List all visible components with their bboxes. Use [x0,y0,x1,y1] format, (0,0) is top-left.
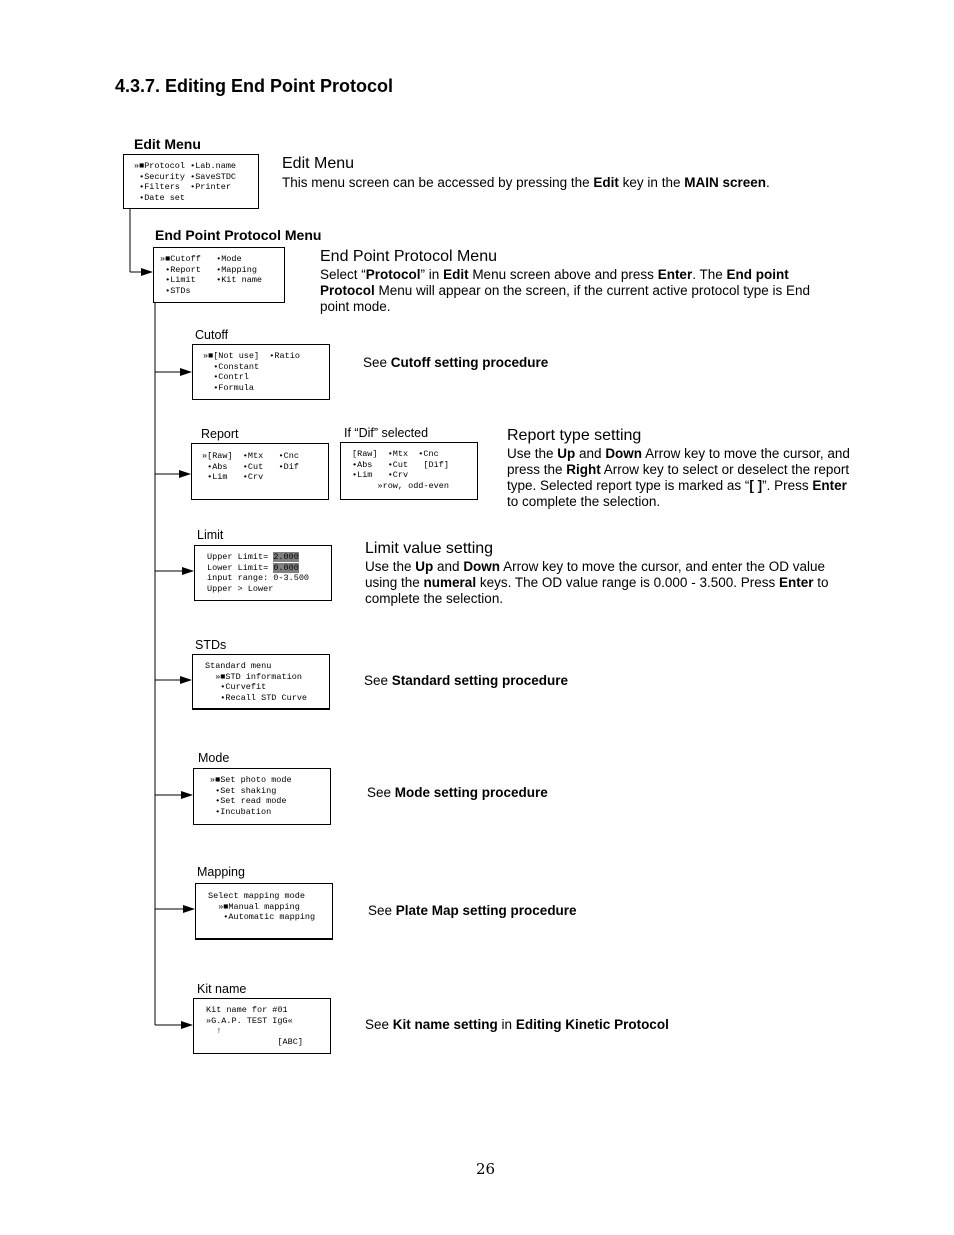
section-title: 4.3.7. Editing End Point Protocol [115,76,394,96]
mapping-see: See Plate Map setting procedure [368,903,577,918]
page-number: 26 [476,1160,496,1178]
limit-screen: Upper Limit= 2.000 Lower Limit= 0.000 input range: 0-3.500 Upper > Lower [194,545,332,601]
kitname-screen: Kit name for #01 »G.A.P. TEST IgG« ↑ [ABC] [193,998,331,1054]
kitname-label: Kit name [197,982,247,996]
edit-menu-heading: Edit Menu [282,155,355,172]
mode-screen: »■Set photo mode •Set shaking •Set read mode •Incubation [193,768,331,825]
report-screen: »[Raw] •Mtx •Cnc •Abs •Cut •Dif •Lim •Crv [191,443,329,500]
mapping-label: Mapping [197,865,245,879]
stds-see: See Standard setting procedure [364,673,569,688]
ep-menu-screen: »■Cutoff •Mode •Report •Mapping •Limit •Kit name •STDs [153,247,285,303]
limit-description: Use the Up and Down Arrow key to move the cursor, and enter the OD value using the numeral keys. The OD value range is 0.000 - 3.500. Press Enter to complete the selection. [365,559,829,606]
cutoff-screen: »■[Not use] •Ratio •Constant •Contrl •Formula [192,344,330,400]
stds-screen: Standard menu »■STD information •Curvefit •Recall STD Curve [192,654,330,710]
mode-see: See Mode setting procedure [367,785,548,800]
ep-menu-label: End Point Protocol Menu [155,227,322,243]
mode-label: Mode [198,751,230,765]
edit-menu-description: This menu screen can be accessed by pressing the Edit key in the MAIN screen. [282,175,770,190]
stds-label: STDs [195,638,227,652]
ep-menu-heading: End Point Protocol Menu [320,248,497,265]
limit-heading: Limit value setting [365,540,494,557]
edit-menu-screen: »■Protocol •Lab.name •Security •SaveSTDC •Filters •Printer •Date set [123,154,259,209]
edit-menu-label: Edit Menu [134,136,201,152]
ep-menu-description: Select “Protocol” in Edit Menu screen above and press Enter. The End point Protocol Menu will appear on the screen, if the current active protocol type is End point mode. [320,267,810,314]
mapping-screen: Select mapping mode »■Manual mapping •Automatic mapping [195,883,333,940]
cutoff-label: Cutoff [195,328,229,342]
report-dif-screen: [Raw] •Mtx •Cnc •Abs •Cut [Dif] •Lim •Crv »row, odd-even [340,442,478,500]
report-heading: Report type setting [507,427,642,444]
report-description: Use the Up and Down Arrow key to move the cursor, and press the Right Arrow key to select or deselect the report type. Selected report type is marked as “[ ]”. Press Enter to complete the selection. [507,446,850,509]
report-dif-label: If “Dif” selected [344,426,429,440]
limit-label: Limit [197,528,224,542]
kitname-see: See Kit name setting in Editing Kinetic Protocol [365,1017,669,1032]
cutoff-see: See Cutoff setting procedure [363,355,549,370]
report-label: Report [201,427,239,441]
